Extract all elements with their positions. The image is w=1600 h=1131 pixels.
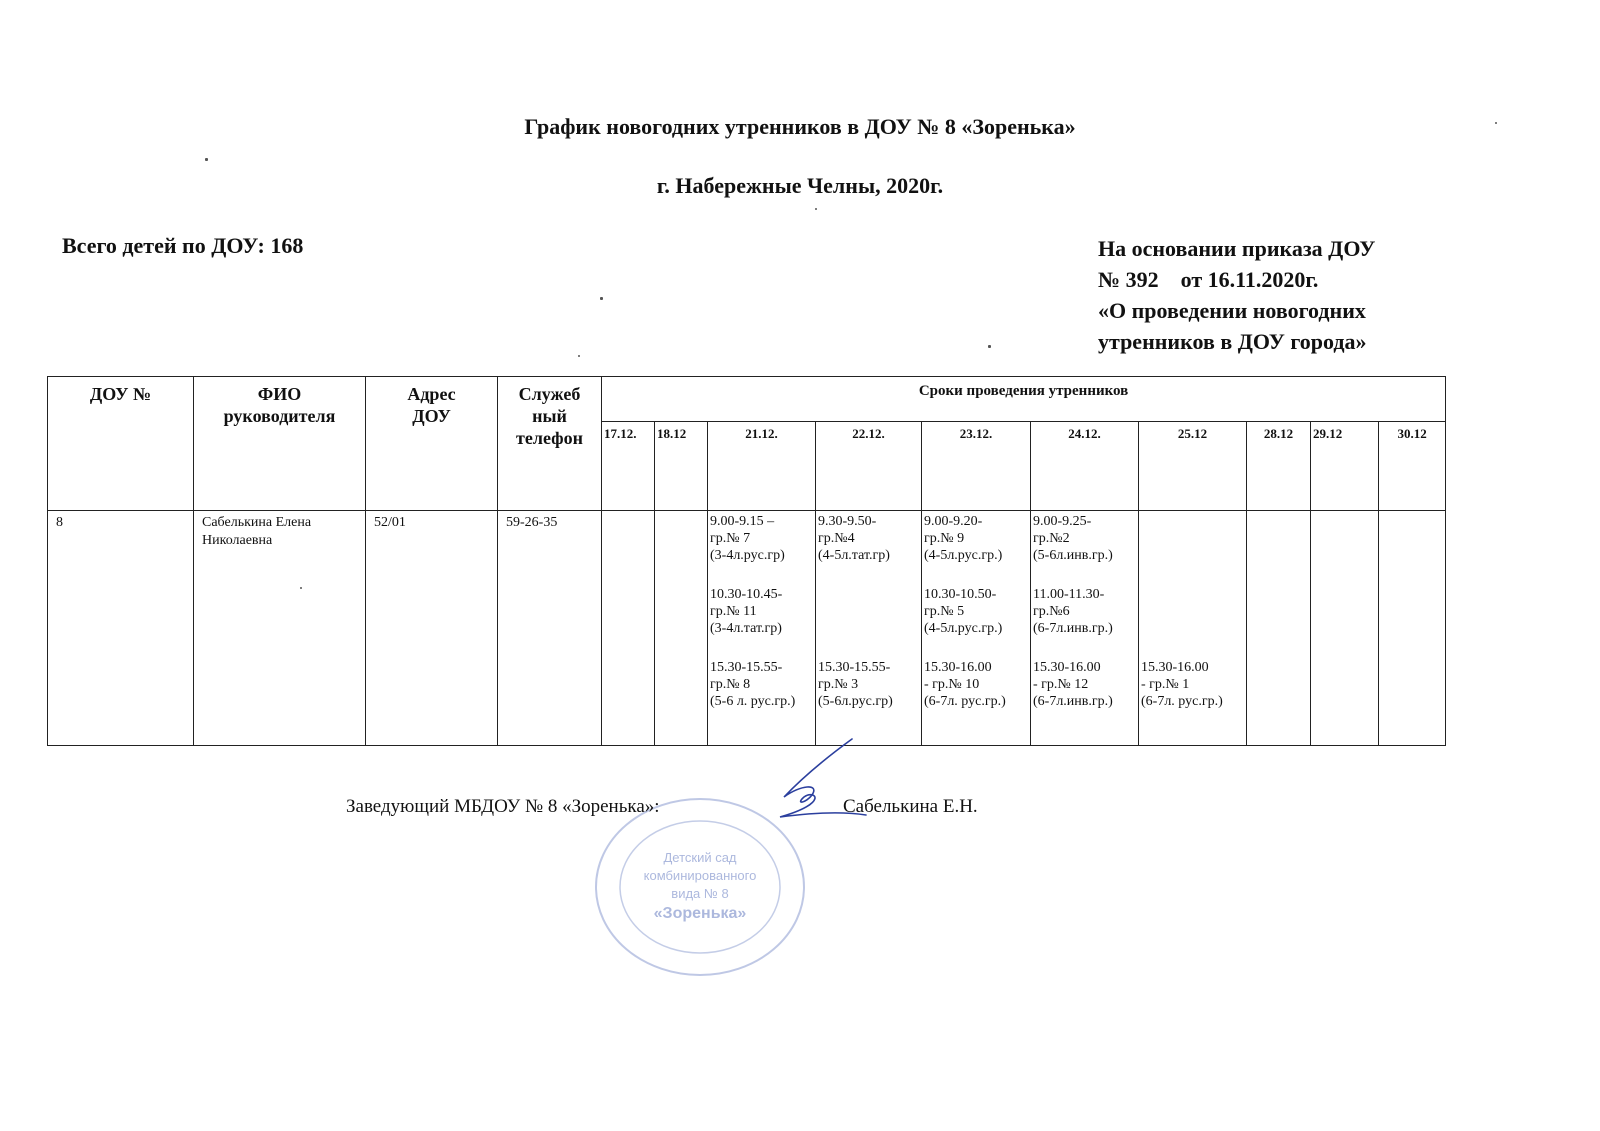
header-fio-line: ФИО	[257, 384, 302, 404]
header-period	[602, 377, 1446, 422]
slot-line: (5-6л.рус.гр)	[818, 694, 893, 709]
slot-line: гр.№4	[818, 531, 855, 546]
schedule-table	[47, 376, 1446, 746]
slot-line: 15.30-15.55-	[710, 660, 783, 675]
slot-line: (4-5л.рус.гр.)	[924, 548, 1003, 563]
stamp-text: комбинированного	[643, 868, 757, 883]
page-title: График новогодних утренников в ДОУ № 8 «Зоренька»	[524, 114, 1076, 139]
scan-speck	[300, 587, 302, 589]
header-address-line: Адрес	[407, 384, 456, 404]
slot-afternoon	[1033, 659, 1136, 710]
cell-dou: 8	[48, 511, 194, 746]
slot-line: 9.00-9.15 –	[710, 514, 775, 529]
order-basis-line: утренников в ДОУ города»	[1098, 329, 1367, 354]
slot-afternoon	[710, 659, 813, 710]
date-header: 30.12	[1379, 422, 1446, 511]
slot-line: гр.№2	[1033, 531, 1070, 546]
header-fio-line: руководителя	[223, 406, 336, 426]
scan-speck	[578, 355, 580, 357]
cell-24-12	[1031, 511, 1139, 746]
cell-29-12	[1311, 511, 1379, 746]
slot-line: 9.00-9.20-	[924, 514, 983, 529]
scan-speck	[205, 158, 208, 161]
table-header-row	[48, 377, 1446, 422]
slot-line: (5-6 л. рус.гр.)	[710, 694, 796, 709]
scan-speck	[815, 208, 817, 210]
header-fio	[194, 377, 366, 511]
order-basis-line: № 392 от 16.11.2020г.	[1098, 267, 1319, 292]
cell-fio: Сабелькина Елена Николаевна	[194, 511, 366, 746]
header-phone-line: Служеб	[518, 384, 581, 404]
slot-afternoon	[924, 659, 1028, 710]
total-children: Всего детей по ДОУ: 168	[62, 233, 304, 258]
slot-line: 9.00-9.25-	[1033, 514, 1092, 529]
slot-morning	[924, 513, 1028, 586]
slot-midday	[1141, 586, 1244, 659]
slot-midday	[818, 586, 919, 659]
slot-afternoon	[1141, 659, 1244, 710]
slot-line: (3-4л.рус.гр)	[710, 548, 785, 563]
order-basis-line: «О проведении новогодних	[1098, 298, 1366, 323]
header-dou-label: ДОУ №	[89, 384, 152, 404]
slot-midday	[924, 586, 1028, 659]
header-period-label: Сроки проведения утренников	[918, 383, 1129, 399]
stamp-text: «Зоренька»	[653, 905, 747, 922]
slot-line: (6-7л.инв.гр.)	[1033, 621, 1113, 636]
date-header: 29.12	[1311, 422, 1379, 511]
slot-line: гр.№ 5	[924, 604, 965, 619]
slot-line: 15.30-15.55-	[818, 660, 891, 675]
slot-morning	[710, 513, 813, 586]
cell-17-12	[602, 511, 655, 746]
stamp-text: вида № 8	[671, 886, 729, 901]
scan-speck	[600, 297, 603, 300]
order-basis-line: На основании приказа ДОУ	[1098, 236, 1376, 261]
date-header: 21.12.	[708, 422, 816, 511]
slot-line: 9.30-9.50-	[818, 514, 877, 529]
slot-line: (3-4л.тат.гр)	[710, 621, 782, 636]
date-header: 24.12.	[1031, 422, 1139, 511]
slot-line: - гр.№ 1	[1141, 677, 1190, 692]
date-header: 28.12	[1247, 422, 1311, 511]
signatory-position: Заведующий МБДОУ № 8 «Зоренька»:	[346, 796, 660, 817]
date-header: 17.12.	[602, 422, 655, 511]
slot-line: (6-7л.инв.гр.)	[1033, 694, 1113, 709]
slot-line: - гр.№ 10	[924, 677, 980, 692]
order-basis	[1098, 233, 1458, 357]
header-phone	[498, 377, 602, 511]
header-dou	[48, 377, 194, 511]
scan-speck	[1495, 122, 1497, 124]
slot-line: 10.30-10.45-	[710, 587, 783, 602]
slot-morning	[1033, 513, 1136, 586]
stamp-text: Детский сад	[663, 850, 737, 865]
cell-22-12	[816, 511, 922, 746]
table-row	[48, 511, 1446, 746]
header-phone-line: ный	[532, 406, 567, 426]
date-header: 18.12	[655, 422, 708, 511]
slot-line: 15.30-16.00	[1141, 660, 1209, 675]
slot-afternoon	[818, 659, 919, 710]
slot-line: (6-7л. рус.гр.)	[1141, 694, 1223, 709]
signatory-name: Сабелькина Е.Н.	[843, 796, 978, 817]
slot-line: (4-5л.рус.гр.)	[924, 621, 1003, 636]
cell-address: 52/01	[366, 511, 498, 746]
cell-25-12	[1139, 511, 1247, 746]
header-address-line: ДОУ	[412, 406, 451, 426]
cell-18-12	[655, 511, 708, 746]
slot-line: 15.30-16.00	[1033, 660, 1101, 675]
slot-line: (6-7л. рус.гр.)	[924, 694, 1006, 709]
slot-line: 15.30-16.00	[924, 660, 992, 675]
date-header: 23.12.	[922, 422, 1031, 511]
date-header: 25.12	[1139, 422, 1247, 511]
slot-line: гр.№6	[1033, 604, 1070, 619]
cell-21-12	[708, 511, 816, 746]
slot-line: 10.30-10.50-	[924, 587, 997, 602]
slot-line: гр.№ 8	[710, 677, 751, 692]
header-address	[366, 377, 498, 511]
slot-line: гр.№ 9	[924, 531, 965, 546]
cell-28-12	[1247, 511, 1311, 746]
slot-line: (5-6л.инв.гр.)	[1033, 548, 1113, 563]
slot-line: - гр.№ 12	[1033, 677, 1089, 692]
cell-phone: 59-26-35	[498, 511, 602, 746]
slot-morning	[1141, 513, 1244, 586]
city-line: г. Набережные Челны, 2020г.	[656, 173, 944, 198]
slot-midday	[1033, 586, 1136, 659]
date-header: 22.12.	[816, 422, 922, 511]
slot-line: гр.№ 11	[710, 604, 757, 619]
cell-23-12	[922, 511, 1031, 746]
slot-line: 11.00-11.30-	[1033, 587, 1105, 602]
header-phone-line: телефон	[516, 428, 583, 448]
cell-30-12	[1379, 511, 1446, 746]
slot-line: гр.№ 3	[818, 677, 859, 692]
slot-midday	[710, 586, 813, 659]
slot-line: (4-5л.тат.гр)	[818, 548, 890, 563]
scan-speck	[988, 345, 991, 348]
slot-line: гр.№ 7	[710, 531, 751, 546]
slot-morning	[818, 513, 919, 586]
